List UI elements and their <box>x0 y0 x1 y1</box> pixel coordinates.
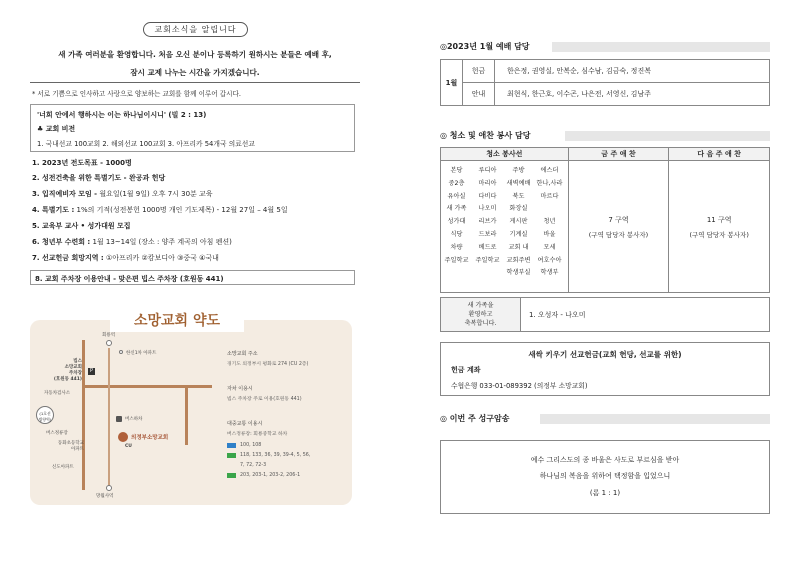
rail-line <box>108 348 110 488</box>
hymn-ref: (롬 1 : 1) <box>589 489 621 497</box>
main-road <box>82 340 85 490</box>
mission-box <box>440 342 770 396</box>
map-label-cu: CU <box>125 444 132 449</box>
header-bar <box>540 414 770 424</box>
hymn-title: ◎ 이번 주 성구암송 <box>440 414 510 423</box>
bus-route: 203, 203-1, 203-2, 206-1 <box>240 473 301 478</box>
map-label-top-station: 회룡역 <box>102 333 116 338</box>
worship-title: ◎2023년 1월 예배 담당 <box>440 42 530 51</box>
divider <box>30 82 360 83</box>
newcomer-box <box>440 297 770 332</box>
map-label-apartment: 신도아파트 <box>52 465 74 470</box>
role-cell: 안내 <box>463 83 495 106</box>
legend-car: 빕스 주차장 주로 이용(호원동 441) <box>227 397 302 402</box>
hymn-line-1: 예수 그리스도의 종 바울은 사도로 부르심을 받아 <box>530 456 680 464</box>
parking-notice: 8. 교회 주차장 이용안내 - 맞은편 빕스 주차장 (호원동 441) <box>30 270 355 285</box>
map-label-school: 동화초등학교 아파트 <box>57 441 84 452</box>
mission-title: 새싹 키우기 선교헌금(교회 헌당, 선교를 위한) <box>528 350 682 359</box>
bus-route: 7, 72, 72-3 <box>240 463 267 468</box>
map-label-bottom-station: 망월사역 <box>96 494 114 499</box>
bus-route-chip <box>227 473 236 478</box>
station-dot <box>106 340 112 346</box>
map-title-wrap <box>110 306 244 332</box>
notice-item: 4. 특별기도 : 1%의 기적(성전봉헌 1000명 개인 기도제목) - 12월 27일 – 4월 5일 <box>32 206 288 214</box>
apartment-dot <box>119 350 123 354</box>
news-title: 교회소식을 알립니다 <box>143 22 248 37</box>
notice-item: 3. 입직예비자 모임 - 월요일(1월 9일) 오후 7시 30분 교육 <box>32 190 213 198</box>
bus-route: 100, 108 <box>240 443 262 448</box>
map-title: 소망교회 약도 <box>133 313 221 329</box>
legend-car-title: 자차 이용시 <box>227 386 253 392</box>
parking-icon: P <box>89 368 93 374</box>
names-cell: 한은정, 권영실, 안복순, 심수남, 김금숙, 정진복 <box>495 60 770 83</box>
notice-item: 1. 2023년 전도목표 - 1000명 <box>32 159 132 167</box>
bus-route-chip <box>227 453 236 458</box>
vision-text: 1. 국내선교 100교회 2. 해외선교 100교회 3. 아프리카 54개국 의료선교 <box>37 140 255 148</box>
welcome-line-1: 새 가족 여러분을 환영합니다. 처음 오신 분이나 등록하기 원하시는 분들은 예배 후, <box>58 50 332 59</box>
table-row <box>441 83 770 106</box>
newcomer-label: 새 가족을 환영하고 축복합니다. <box>441 298 521 331</box>
hymn-header <box>440 413 770 425</box>
head-this-week: 금 주 애 찬 <box>568 148 669 161</box>
head-next-week: 다 음 주 애 찬 <box>669 148 770 161</box>
map-label-bus-stop: 버스정류장 <box>46 431 68 436</box>
church-icon <box>118 432 128 442</box>
verse-memorize-box <box>440 440 770 514</box>
map-label-parking: 빕스 소망교회 주차장 (호원동 441) <box>53 359 82 382</box>
notice-item: 6. 청년부 수련회 : 1월 13~14일 (장소 : 양주 계곡의 아침 펜션) <box>32 238 232 246</box>
note-text: * 서로 기쁨으로 인사하고 사랑으로 양보하는 교회를 함께 이루어 갑시다. <box>32 90 241 98</box>
bus-route: 118, 133, 36, 39, 39-4, 5, 56, <box>240 453 311 458</box>
account-label: 헌금 계좌 <box>451 366 481 374</box>
vision-title: ♣ 교회 비전 <box>37 125 76 133</box>
worship-table <box>440 59 770 106</box>
verse-box <box>30 104 355 152</box>
newcomer-value: 1. 오성자 - 나오미 <box>529 311 586 319</box>
map-label-bus-drop: 버스하차 <box>125 417 143 422</box>
bus-icon <box>116 416 122 422</box>
hymn-line-2: 하나님의 복음을 위하여 택정함을 입었으니 <box>539 472 671 480</box>
header-bar <box>565 131 770 141</box>
names-cell: 최현식, 한근호, 이수곤, 나은전, 서영신, 김남주 <box>495 83 770 106</box>
this-week-cell: 7 구역 (구역 담당자 봉사자) <box>568 161 669 293</box>
clean-col-group: 루디아 마리아 다비다 나오미 리브가 드보라 베드로 주일학교 <box>475 167 500 264</box>
church-map <box>30 320 352 505</box>
map-label-church: 의정부소망교회 <box>131 435 169 441</box>
duty-table <box>440 147 770 293</box>
month-cell: 1월 <box>441 60 463 106</box>
legend-bus-title: 대중교통 이용시 <box>227 421 263 427</box>
clean-col-group2: 에스더 한나,사라 마르다 청년 바울 모세 여호수아 학생부 <box>536 167 563 277</box>
station-dot <box>106 485 112 491</box>
clean-col-area: 본당 중2층 유아실 새 가족 성가대 식당 차량 주일학교 <box>444 167 469 264</box>
direction-circle: (1호선 방향역) <box>36 406 54 424</box>
table-row <box>441 148 770 161</box>
clean-cell <box>441 161 569 293</box>
worship-header <box>440 41 770 53</box>
duty-header <box>440 130 770 142</box>
header-bar <box>552 42 770 52</box>
legend-bus: 버스정류장: 회룡중학교 하차 <box>227 432 288 437</box>
table-row <box>441 60 770 83</box>
welcome-line-2: 잠시 교제 나누는 시간을 가지겠습니다. <box>130 68 260 77</box>
account-number: 수협은행 033-01-089392 (의정부 소망교회) <box>451 382 588 390</box>
table-row <box>441 161 770 293</box>
notice-item: 2. 성전건축을 위한 특별기도 - 완공과 헌당 <box>32 174 166 182</box>
clean-col-area2: 주방 새벽예배 북도 화장실 게시판 기계실 교회 내 교회주변 학생부실 <box>506 167 531 277</box>
next-week-cell: 11 구역 (구역 담당자 봉사자) <box>669 161 770 293</box>
bus-route-chip <box>227 443 236 448</box>
side-road <box>185 385 188 445</box>
notice-item: 7. 선교헌금 회망지역 : ①아프리카 ②캄보디아 ③중국 ④국내 <box>32 254 219 262</box>
legend-address-title: 소망교회 주소 <box>227 351 258 357</box>
verse-text: '너희 안에서 행하시는 이는 하나님이시니' (빌 2 : 13) <box>37 111 207 119</box>
role-cell: 헌금 <box>463 60 495 83</box>
notice-item: 5. 교육부 교사 • 성가대원 모집 <box>32 222 131 230</box>
legend-address: 경기도 의정부시 평화로 274 (CU 2층) <box>227 362 309 367</box>
duty-title: ◎ 청소 및 애찬 봉사 담당 <box>440 131 531 140</box>
map-label-inspection: 자동차검사소 <box>44 391 71 396</box>
head-clean: 청소 봉사선 <box>441 148 569 161</box>
cross-road <box>82 385 212 388</box>
map-label-apt-top: 한신1차 아파트 <box>126 351 157 356</box>
